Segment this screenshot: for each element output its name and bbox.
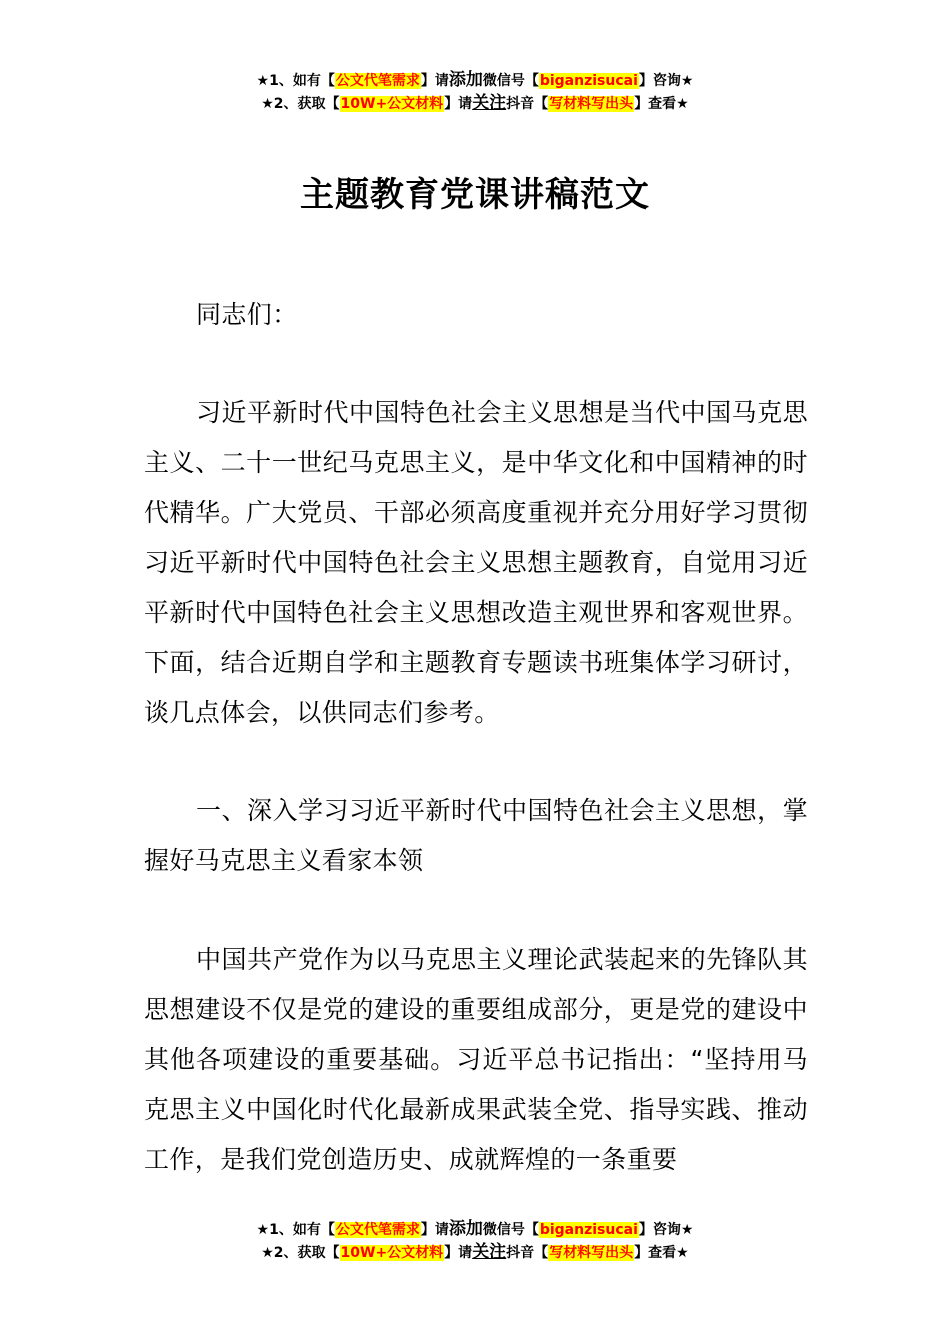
promo-text: 】咨询★ [638,73,694,89]
promo-text: 】查看★ [634,96,689,112]
promo-wechat-id: biganzisucai [539,1222,638,1238]
promo-highlight: 公文代笔需求 [335,73,420,89]
promo-emphasis: 关注 [472,93,507,113]
promo-text: 微信号【 [482,1222,539,1238]
promo-text: 抖音【 [506,96,549,112]
promo-text: ★1、如有【 [256,1222,335,1238]
promo-text: 】咨询★ [638,1222,694,1238]
section-heading-1: 一、深入学习习近平新时代中国特色社会主义思想，掌握好马克思主义看家本领 [144,796,808,875]
promo-highlight: 公文代笔需求 [335,1222,420,1238]
promo-emphasis: 添加 [448,1219,483,1239]
promo-text: 抖音【 [506,1245,549,1261]
promo-text: ★2、获取【 [261,96,340,112]
promo-banner-top [0,69,950,115]
document-title: 主题教育党课讲稿范文 [300,174,650,215]
promo-text: 】请 [444,96,473,112]
promo-emphasis: 添加 [448,70,483,90]
promo-line-1 [0,1218,950,1241]
promo-wechat-id: biganzisucai [539,73,638,89]
greeting: 同志们： [196,300,298,329]
body-paragraph-2: 中国共产党作为以马克思主义理论武装起来的先锋队其思想建设不仅是党的建设的重要组成部分，更是党的建设中其他各项建设的重要基础。习近平总书记指出：“坚持用马克思主义中国化时代化最新成果武装全党、指导实践、推动工作，是我们党创造历史、成就辉煌的一条重要 [144,945,808,1174]
promo-douyin-id: 写材料写出头 [549,1245,634,1261]
promo-text: 】请 [444,1245,473,1261]
promo-banner-bottom [0,1218,950,1264]
promo-highlight: 10W+公文材料 [340,96,444,112]
promo-text: ★1、如有【 [256,73,335,89]
promo-text: 】请 [420,1222,449,1238]
body-paragraph-1: 习近平新时代中国特色社会主义思想是当代中国马克思主义、二十一世纪马克思主义，是中华文化和中国精神的时代精华。广大党员、干部必须高度重视并充分用好学习贯彻习近平新时代中国特色社会主义思想主题教育，自觉用习近平新时代中国特色社会主义思想改造主观世界和客观世界。下面，结合近期自学和主题教育专题读书班集体学习研讨，谈几点体会，以供同志们参考。 [144,398,808,727]
promo-text: 】查看★ [634,1245,689,1261]
promo-line-2 [0,1241,950,1264]
promo-text: ★2、获取【 [261,1245,340,1261]
promo-emphasis: 关注 [472,1242,507,1262]
promo-text: 】请 [420,73,449,89]
promo-text: 微信号【 [482,73,539,89]
promo-line-2 [0,92,950,115]
promo-douyin-id: 写材料写出头 [549,96,634,112]
promo-highlight: 10W+公文材料 [340,1245,444,1261]
promo-line-1 [0,69,950,92]
